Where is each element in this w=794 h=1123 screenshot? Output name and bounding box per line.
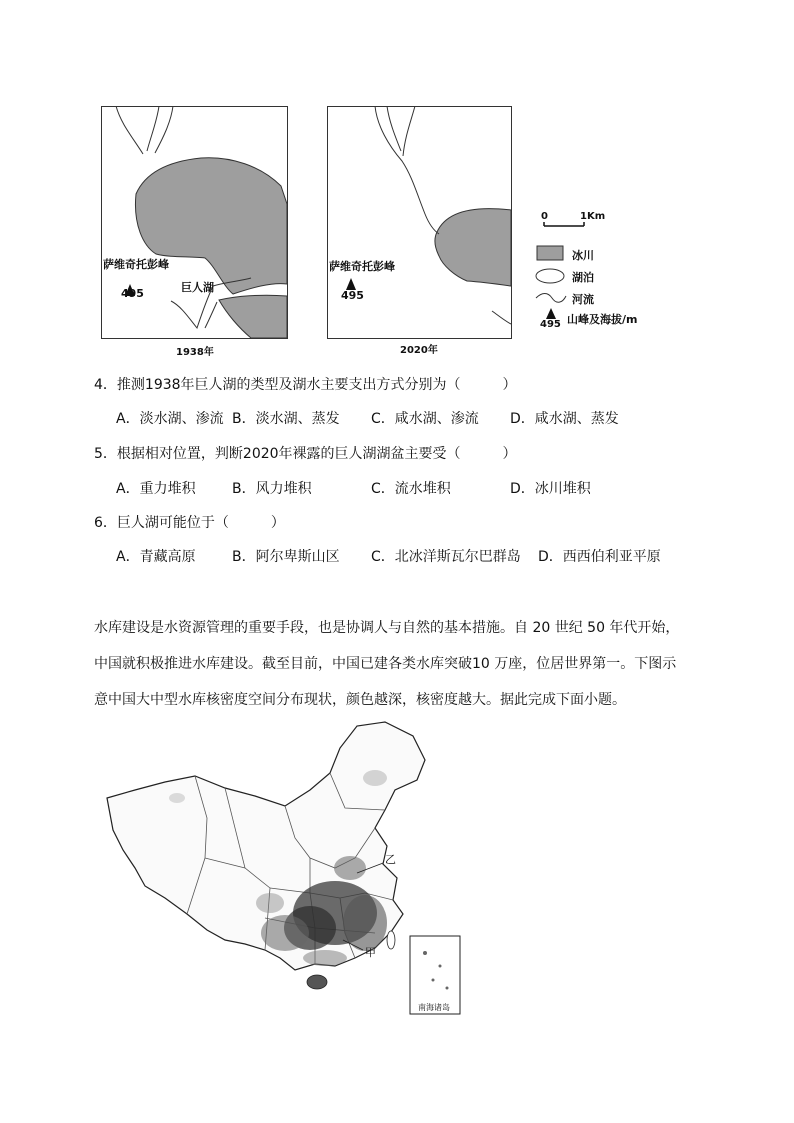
peak-height-2020: 495 [341, 289, 364, 302]
question-5-option-c: C．流水堆积 [371, 481, 451, 497]
question-5-option-a: A．重力堆积 [116, 481, 196, 497]
question-4-option-a: A．淡水湖、渗流 [116, 411, 224, 427]
china-map-svg [95, 718, 475, 1018]
legend-lake-label: 湖泊 [572, 271, 594, 284]
legend-river-label: 河流 [572, 293, 594, 306]
year-label-2020: 2020年 [400, 345, 438, 356]
question-6-option-d: D．西西伯利亚平原 [538, 549, 661, 565]
legend-peak-height: 495 [540, 319, 561, 330]
legend-scale-unit: 1Km [580, 211, 606, 222]
peak-name-1938: 萨维奇托彭峰 [103, 258, 169, 271]
question-6-option-b: B．阿尔卑斯山区 [232, 549, 340, 565]
question-6-stem: 6．巨人湖可能位于（ ） [94, 515, 285, 531]
question-6-option-c: C．北冰洋斯瓦尔巴群岛 [371, 549, 521, 565]
lake-name-1938: 巨人湖 [181, 281, 214, 294]
label-yi: 乙 [385, 853, 396, 866]
question-6-option-a: A．青藏高原 [116, 549, 196, 565]
legend-peak-swatch [546, 308, 556, 319]
glacier-map-2020-svg [327, 106, 512, 339]
legend-glacier-label: 冰川 [572, 249, 594, 262]
question-4-option-c: C．咸水湖、渗流 [371, 411, 479, 427]
density-low [363, 770, 387, 786]
density-medium [334, 856, 366, 880]
year-label-1938: 1938年 [176, 347, 214, 358]
density-low [303, 950, 347, 966]
question-4-option-b: B．淡水湖、蒸发 [232, 411, 340, 427]
legend-river-swatch [536, 294, 566, 303]
taiwan-island [387, 931, 395, 949]
question-4-option-d: D．咸水湖、蒸发 [510, 411, 619, 427]
peak-height-1938: 495 [121, 287, 144, 300]
density-low [169, 793, 185, 803]
reading-paragraph [94, 610, 734, 718]
question-5-option-b: B．风力堆积 [232, 481, 312, 497]
china-reservoir-map [95, 718, 475, 1018]
label-jia: 甲 [365, 946, 376, 959]
paragraph-line-3: 意中国大中型水库核密度空间分布现状，颜色越深，核密度越大。据此完成下面小题。 [94, 692, 626, 708]
density-medium [343, 895, 387, 951]
legend-scale-zero: 0 [541, 211, 548, 222]
question-5-option-d: D．冰川堆积 [510, 481, 591, 497]
legend-glacier-swatch [537, 246, 563, 260]
glacier-map-2020 [327, 106, 512, 339]
question-4-stem: 4．推测1938年巨人湖的类型及湖水主要支出方式分别为（ ） [94, 377, 517, 393]
paragraph-line-1: 水库建设是水资源管理的重要手段，也是协调人与自然的基本措施。自 20 世纪 50 年代开始， [94, 620, 680, 636]
density-medium [261, 915, 309, 951]
legend-lake-swatch [536, 269, 564, 283]
paragraph-line-2: 中国就积极推进水库建设。截至目前，中国已建各类水库突破10 万座，位居世界第一。下图示 [94, 656, 677, 672]
density-low [256, 893, 284, 913]
glacier-map-1938 [101, 106, 288, 339]
hainan-island [307, 975, 327, 989]
legend-peak-label: 山峰及海拔/m [567, 313, 638, 326]
inset-label: 南海诸岛 [418, 1003, 450, 1012]
map-legend [532, 210, 652, 330]
glacier-map-1938-svg [101, 106, 288, 339]
question-5-stem: 5．根据相对位置，判断2020年裸露的巨人湖湖盆主要受（ ） [94, 446, 517, 462]
peak-name-2020: 萨维奇托彭峰 [329, 260, 395, 273]
